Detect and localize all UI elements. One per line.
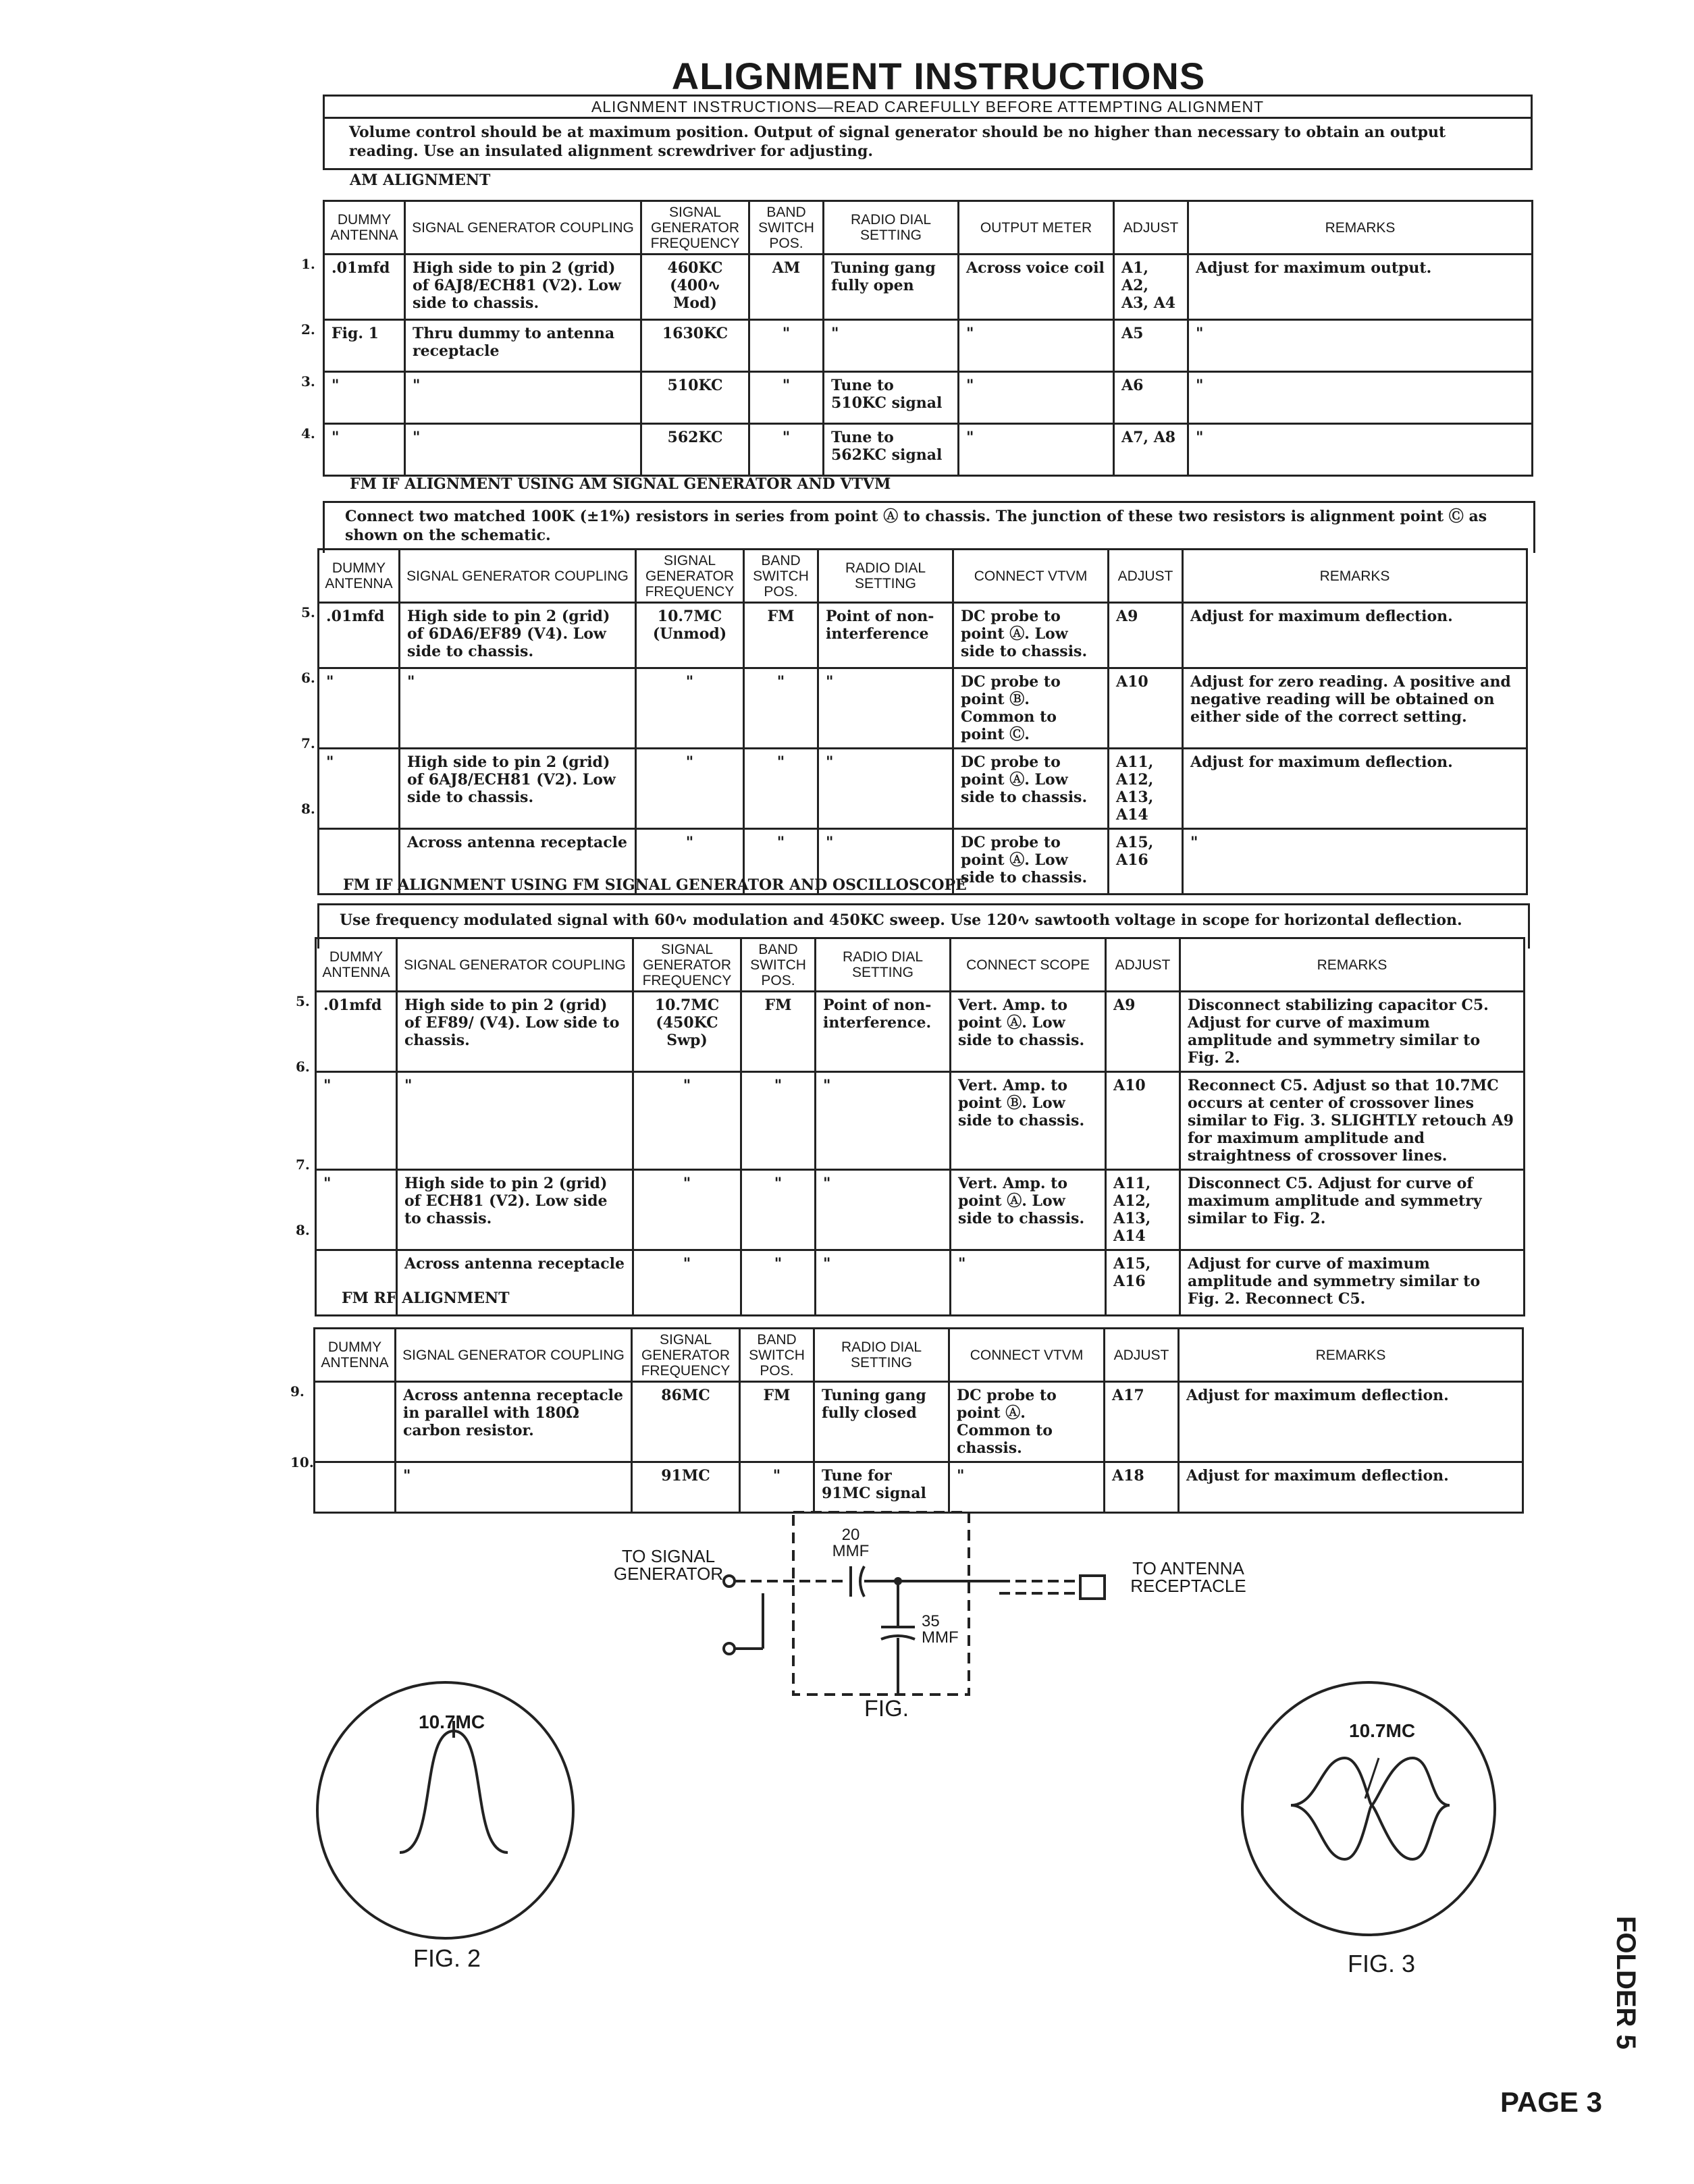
table-cell: AM	[749, 255, 824, 320]
table-cell: "	[400, 668, 636, 749]
table-cell: "	[1183, 829, 1527, 895]
table-cell: Point of non-interference.	[816, 992, 951, 1072]
intro-text: Volume control should be at maximum position. Output of signal generator should be no higher than necessary to obtain an output reading. Use an insulated alignment screwdriver for adjusting.	[349, 124, 1446, 160]
table-row	[316, 1170, 1525, 1250]
table-cell: High side to pin 2 (grid) of ECH81 (V2). Low side to chassis.	[397, 1170, 633, 1250]
table-cell: A18	[1105, 1462, 1179, 1513]
table-cell: "	[959, 424, 1114, 476]
column-header: ADJUST	[1114, 201, 1188, 255]
table-cell: "	[636, 668, 744, 749]
table-cell: Across antenna receptacle in parallel with 180Ω carbon resistor.	[396, 1382, 632, 1462]
table-cell: Disconnect stabilizing capacitor C5. Adjust for curve of maximum amplitude and symmetry similar to Fig. 2.	[1180, 992, 1525, 1072]
column-header: DUMMY ANTENNA	[324, 201, 405, 255]
table-row	[324, 372, 1533, 424]
table-cell: "	[749, 424, 824, 476]
table-cell: "	[316, 1072, 397, 1170]
fig3-frequency-label: 10.7MC	[1349, 1720, 1416, 1741]
table-cell: "	[816, 1170, 951, 1250]
row-number: 7.	[301, 735, 315, 751]
table-cell: "	[741, 1072, 816, 1170]
fig2-caption: FIG. 2	[413, 1944, 481, 1972]
row-number: 2.	[301, 321, 315, 338]
table-cell: "	[636, 749, 744, 829]
table-cell: A9	[1106, 992, 1180, 1072]
subtitle: ALIGNMENT INSTRUCTIONS—READ CAREFULLY BEFORE ATTEMPTING ALIGNMENT	[325, 97, 1531, 119]
column-header: REMARKS	[1179, 1329, 1523, 1382]
table-cell: "	[818, 749, 953, 829]
table-cell	[315, 1462, 396, 1513]
table-cell: 1630KC	[641, 320, 749, 372]
column-header: RADIO DIAL SETTING	[814, 1329, 949, 1382]
fig3-caption: FIG. 3	[1348, 1950, 1416, 1977]
folder-label: FOLDER 5	[1611, 1916, 1641, 2050]
table-cell: 91MC	[632, 1462, 740, 1513]
column-header: SIGNAL GENERATOR COUPLING	[397, 938, 633, 992]
table-cell: "	[1188, 320, 1533, 372]
table-cell: Adjust for maximum deflection.	[1183, 749, 1527, 829]
table-cell: "	[949, 1462, 1105, 1513]
row-number: 7.	[296, 1156, 310, 1173]
column-header: ADJUST	[1105, 1329, 1179, 1382]
table-cell: "	[740, 1462, 814, 1513]
table-cell: A5	[1114, 320, 1188, 372]
fm-scope-heading: FM IF ALIGNMENT USING FM SIGNAL GENERATOR AND OSCILLOSCOPE	[343, 876, 967, 894]
table-cell: "	[633, 1250, 741, 1316]
table-cell: .01mfd	[319, 603, 400, 668]
table-cell: Across antenna receptacle	[400, 829, 636, 895]
table-cell: Fig. 1	[324, 320, 405, 372]
table-cell: "	[1188, 424, 1533, 476]
table-cell: "	[324, 424, 405, 476]
table-cell: Adjust for maximum deflection.	[1179, 1462, 1523, 1513]
column-header: RADIO DIAL SETTING	[818, 550, 953, 603]
table-cell: "	[319, 668, 400, 749]
table-cell: High side to pin 2 (grid) of 6AJ8/ECH81 (V2). Low side to chassis.	[400, 749, 636, 829]
row-number: 6.	[301, 670, 315, 686]
table-cell: .01mfd	[316, 992, 397, 1072]
table-cell: "	[397, 1072, 633, 1170]
row-number: 9.	[290, 1383, 305, 1400]
row-number: 5.	[296, 993, 310, 1009]
table-cell: Adjust for curve of maximum amplitude and symmetry similar to Fig. 2. Reconnect C5.	[1180, 1250, 1525, 1316]
fm-vtvm-heading: FM IF ALIGNMENT USING AM SIGNAL GENERATOR AND VTVM	[350, 475, 891, 493]
table-cell: High side to pin 2 (grid) of 6DA6/EF89 (V4). Low side to chassis.	[400, 603, 636, 668]
column-header: CONNECT VTVM	[949, 1329, 1105, 1382]
table-cell: A7, A8	[1114, 424, 1188, 476]
row-number: 8.	[301, 801, 315, 817]
table-cell: 510KC	[641, 372, 749, 424]
column-header: SIGNAL GENERATOR FREQUENCY	[641, 201, 749, 255]
column-header: SIGNAL GENERATOR FREQUENCY	[636, 550, 744, 603]
table-cell: "	[959, 320, 1114, 372]
column-header: CONNECT VTVM	[953, 550, 1109, 603]
fm-rf-table	[313, 1327, 1524, 1514]
header-row	[319, 550, 1527, 603]
table-cell: Thru dummy to antenna receptacle	[405, 320, 641, 372]
table-cell: Adjust for maximum output.	[1188, 255, 1533, 320]
fig1-caption: FIG.	[864, 1696, 909, 1722]
table-cell: Vert. Amp. to point Ⓑ. Low side to chassis.	[951, 1072, 1106, 1170]
column-header: DUMMY ANTENNA	[319, 550, 400, 603]
row-number: 4.	[301, 425, 315, 442]
table-cell: Vert. Amp. to point Ⓐ. Low side to chassis.	[951, 1170, 1106, 1250]
table-cell: "	[818, 668, 953, 749]
table-row	[319, 668, 1527, 749]
table-row	[316, 1072, 1525, 1170]
table-cell: 10.7MC (450KC Swp)	[633, 992, 741, 1072]
table-cell: Tune to 510KC signal	[824, 372, 959, 424]
column-header: DUMMY ANTENNA	[315, 1329, 396, 1382]
table-cell: Disconnect C5. Adjust for curve of maximum amplitude and symmetry similar to Fig. 2.	[1180, 1170, 1525, 1250]
fm-scope-note: Use frequency modulated signal with 60∿ modulation and 450KC sweep. Use 120∿ sawtooth voltage in scope for horizontal deflection.	[317, 903, 1530, 949]
row-number: 3.	[301, 373, 315, 390]
table-cell: DC probe to point Ⓐ. Low side to chassis.	[953, 829, 1109, 895]
table-row	[319, 749, 1527, 829]
am-table	[323, 200, 1533, 477]
table-cell: Adjust for zero reading. A positive and negative reading will be obtained on either side of the correct setting.	[1183, 668, 1527, 749]
table-cell: .01mfd	[324, 255, 405, 320]
table-row	[319, 603, 1527, 668]
fig1-c2-label: 35 MMF	[922, 1612, 959, 1647]
table-cell: "	[824, 320, 959, 372]
table-cell: "	[951, 1250, 1106, 1316]
table-cell: A11, A12, A13, A14	[1106, 1170, 1180, 1250]
fig1-c1-label: 20 MMF	[832, 1526, 870, 1560]
table-cell: "	[816, 1072, 951, 1170]
table-cell: FM	[740, 1382, 814, 1462]
table-cell: A15, A16	[1106, 1250, 1180, 1316]
table-cell: High side to pin 2 (grid) of EF89/ (V4). Low side to chassis.	[397, 992, 633, 1072]
column-header: BAND SWITCH POS.	[744, 550, 818, 603]
table-cell: DC probe to point Ⓑ. Common to point Ⓒ.	[953, 668, 1109, 749]
table-cell: FM	[741, 992, 816, 1072]
row-number: 10.	[290, 1454, 314, 1470]
fm-rf-heading: FM RF ALIGNMENT	[342, 1289, 510, 1307]
table-cell: "	[396, 1462, 632, 1513]
table-cell: "	[633, 1072, 741, 1170]
table-cell: Vert. Amp. to point Ⓐ. Low side to chassis.	[951, 992, 1106, 1072]
column-header: ADJUST	[1106, 938, 1180, 992]
table-cell: DC probe to point Ⓐ. Low side to chassis.	[953, 603, 1109, 668]
header-row	[315, 1329, 1523, 1382]
table-cell: 10.7MC (Unmod)	[636, 603, 744, 668]
column-header: REMARKS	[1183, 550, 1527, 603]
fig1-to-signal-generator: TO SIGNAL GENERATOR	[613, 1546, 724, 1584]
column-header: SIGNAL GENERATOR COUPLING	[405, 201, 641, 255]
table-cell: "	[816, 1250, 951, 1316]
column-header: SIGNAL GENERATOR FREQUENCY	[633, 938, 741, 992]
table-cell: "	[744, 829, 818, 895]
am-heading: AM ALIGNMENT	[350, 171, 491, 189]
table-cell: "	[636, 829, 744, 895]
table-cell: Tuning gang fully closed	[814, 1382, 949, 1462]
table-cell: Tune to 562KC signal	[824, 424, 959, 476]
table-cell: "	[319, 749, 400, 829]
table-cell: "	[633, 1170, 741, 1250]
table-cell: "	[405, 372, 641, 424]
table-cell: Tuning gang fully open	[824, 255, 959, 320]
table-cell: "	[818, 829, 953, 895]
table-row	[315, 1382, 1523, 1462]
table-cell: High side to pin 2 (grid) of 6AJ8/ECH81 (V2). Low side to chassis.	[405, 255, 641, 320]
column-header: DUMMY ANTENNA	[316, 938, 397, 992]
table-row	[324, 320, 1533, 372]
table-row	[316, 992, 1525, 1072]
table-cell: "	[749, 320, 824, 372]
table-cell: Reconnect C5. Adjust so that 10.7MC occurs at center of crossover lines similar to Fig. 3. SLIGHTLY retouch A9 for maximum amplitude and straightness of crossover lines.	[1180, 1072, 1525, 1170]
column-header: SIGNAL GENERATOR FREQUENCY	[632, 1329, 740, 1382]
column-header: RADIO DIAL SETTING	[824, 201, 959, 255]
table-cell: FM	[744, 603, 818, 668]
table-cell: "	[405, 424, 641, 476]
table-cell: Across voice coil	[959, 255, 1114, 320]
header-row	[324, 201, 1533, 255]
table-cell: "	[1188, 372, 1533, 424]
table-cell: 562KC	[641, 424, 749, 476]
table-cell: 86MC	[632, 1382, 740, 1462]
fig3-scope-circle	[1241, 1681, 1496, 1936]
column-header: BAND SWITCH POS.	[749, 201, 824, 255]
table-cell: "	[749, 372, 824, 424]
table-cell: 460KC (400∿ Mod)	[641, 255, 749, 320]
table-cell: "	[324, 372, 405, 424]
row-number: 1.	[301, 256, 315, 272]
page-title: ALIGNMENT INSTRUCTIONS	[671, 55, 1206, 97]
table-cell	[315, 1382, 396, 1462]
table-cell: "	[959, 372, 1114, 424]
fm-vtvm-note: Connect two matched 100K (±1%) resistors in series from point Ⓐ to chassis. The junction of these two resistors is alignment point Ⓒ as shown on the schematic.	[323, 501, 1535, 553]
header-row	[316, 938, 1525, 992]
table-cell: A15, A16	[1109, 829, 1183, 895]
table-cell: A17	[1105, 1382, 1179, 1462]
column-header: SIGNAL GENERATOR COUPLING	[396, 1329, 632, 1382]
table-cell: Adjust for maximum deflection.	[1183, 603, 1527, 668]
table-cell: A11, A12, A13, A14	[1109, 749, 1183, 829]
table-cell: A1, A2, A3, A4	[1114, 255, 1188, 320]
column-header: REMARKS	[1180, 938, 1525, 992]
row-number: 5.	[301, 604, 315, 620]
column-header: RADIO DIAL SETTING	[816, 938, 951, 992]
row-number: 8.	[296, 1222, 310, 1238]
table-cell: A10	[1106, 1072, 1180, 1170]
fm-scope-table	[315, 937, 1525, 1316]
table-cell: "	[316, 1170, 397, 1250]
column-header: SIGNAL GENERATOR COUPLING	[400, 550, 636, 603]
table-cell: "	[741, 1250, 816, 1316]
column-header: OUTPUT METER	[959, 201, 1114, 255]
table-row	[324, 255, 1533, 320]
fm-vtvm-table	[317, 548, 1528, 895]
column-header: BAND SWITCH POS.	[740, 1329, 814, 1382]
table-cell: DC probe to point Ⓐ. Low side to chassis.	[953, 749, 1109, 829]
table-cell: Adjust for maximum deflection.	[1179, 1382, 1523, 1462]
column-header: REMARKS	[1188, 201, 1533, 255]
column-header: ADJUST	[1109, 550, 1183, 603]
intro-box	[323, 95, 1533, 170]
column-header: BAND SWITCH POS.	[741, 938, 816, 992]
table-cell: "	[744, 668, 818, 749]
table-cell: A10	[1109, 668, 1183, 749]
table-cell: Point of non-interference	[818, 603, 953, 668]
table-cell: "	[744, 749, 818, 829]
table-cell: A6	[1114, 372, 1188, 424]
column-header: CONNECT SCOPE	[951, 938, 1106, 992]
table-cell: DC probe to point Ⓐ. Common to chassis.	[949, 1382, 1105, 1462]
page-number: PAGE 3	[1500, 2086, 1602, 2118]
fig2-frequency-label: 10.7MC	[419, 1711, 485, 1732]
table-row	[324, 424, 1533, 476]
table-cell: A9	[1109, 603, 1183, 668]
table-cell: Across antenna receptacle	[397, 1250, 633, 1316]
table-cell: Tune for 91MC signal	[814, 1462, 949, 1513]
fig1-to-antenna: TO ANTENNA RECEPTACLE	[1130, 1558, 1246, 1596]
table-cell: "	[741, 1170, 816, 1250]
row-number: 6.	[296, 1059, 310, 1075]
